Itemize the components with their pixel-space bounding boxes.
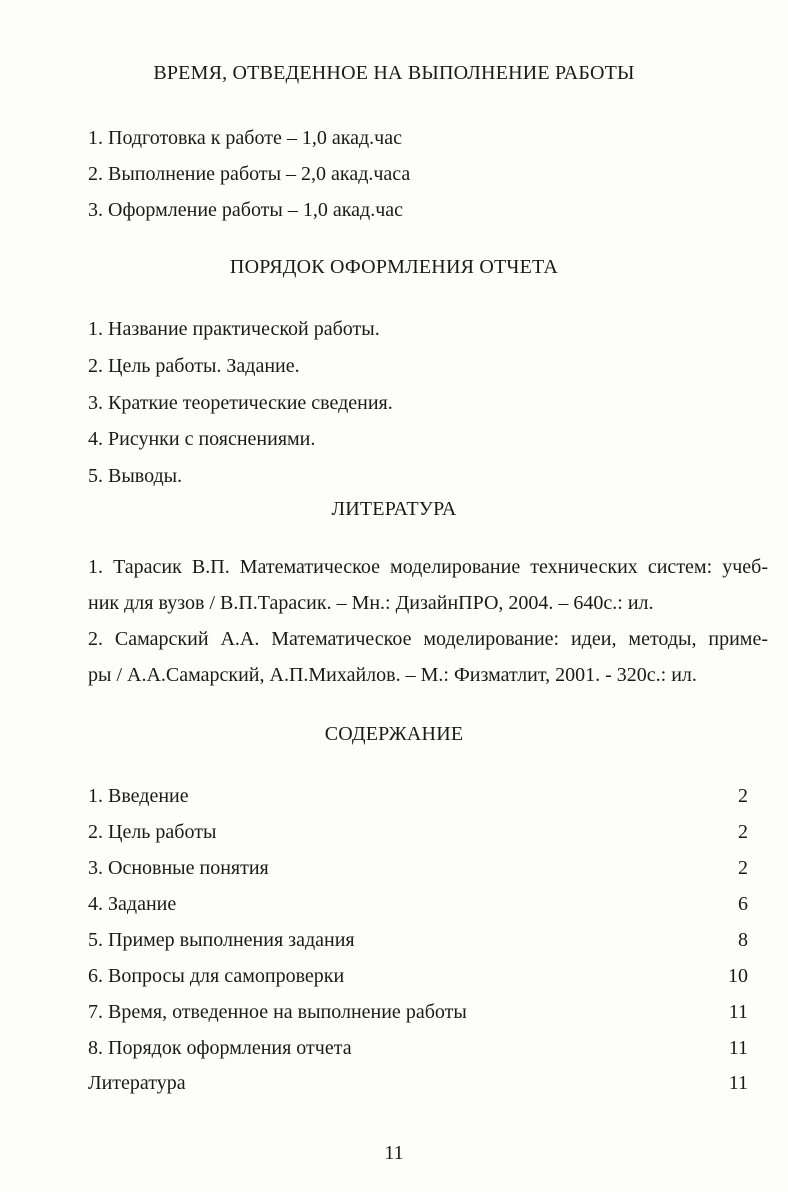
report-section-title: ПОРЯДОК ОФОРМЛЕНИЯ ОТЧЕТА [229, 256, 559, 278]
toc-label: 1. Введение [88, 785, 189, 807]
toc-label: 7. Время, отведенное на выполнение работы [88, 1001, 467, 1023]
time-item: 3. Оформление работы – 1,0 акад.час [88, 199, 404, 221]
contents-section-title: СОДЕРЖАНИЕ [324, 723, 464, 745]
reference-1-line-2: ник для вузов / В.П.Тарасик. – Мн.: ДизайнПРО, 2004. – 640с.: ил. [88, 592, 654, 614]
report-item: 3. Краткие теоретические сведения. [88, 392, 393, 414]
toc-label: 8. Порядок оформления отчета [88, 1037, 352, 1059]
toc-page-number: 2 [738, 785, 748, 807]
toc-label: 6. Вопросы для самопроверки [88, 965, 345, 987]
toc-label: 2. Цель работы [88, 821, 217, 843]
reference-2-line-1: 2. Самарский А.А. Математическое моделирование: идеи, методы, приме- [88, 628, 768, 650]
toc-page-number: 8 [738, 929, 748, 951]
toc-page-number: 11 [728, 1037, 748, 1059]
toc-page-number: 2 [738, 857, 748, 879]
report-item: 5. Выводы. [88, 465, 183, 487]
toc-label: Литература [88, 1072, 186, 1094]
toc-page-number: 6 [738, 893, 748, 915]
reference-1-line-1: 1. Тарасик В.П. Математическое моделирование технических систем: учеб- [88, 556, 768, 578]
report-item: 2. Цель работы. Задание. [88, 355, 300, 377]
toc-page-number: 2 [738, 821, 748, 843]
literature-section-title: ЛИТЕРАТУРА [331, 498, 457, 520]
time-section-title: ВРЕМЯ, ОТВЕДЕННОЕ НА ВЫПОЛНЕНИЕ РАБОТЫ [153, 62, 635, 84]
toc-page-number: 11 [728, 1001, 748, 1023]
time-item: 2. Выполнение работы – 2,0 акад.часа [88, 163, 411, 185]
report-item: 4. Рисунки с пояснениями. [88, 428, 316, 450]
toc-label: 5. Пример выполнения задания [88, 929, 355, 951]
toc-page-number: 10 [728, 965, 748, 987]
toc-page-number: 11 [728, 1072, 748, 1094]
toc-label: 3. Основные понятия [88, 857, 269, 879]
toc-label: 4. Задание [88, 893, 177, 915]
report-item: 1. Название практической работы. [88, 318, 380, 340]
page-number: 11 [384, 1142, 404, 1164]
reference-2-line-2: ры / А.А.Самарский, А.П.Михайлов. – М.: Физматлит, 2001. - 320с.: ил. [88, 664, 697, 686]
time-item: 1. Подготовка к работе – 1,0 акад.час [88, 127, 402, 149]
